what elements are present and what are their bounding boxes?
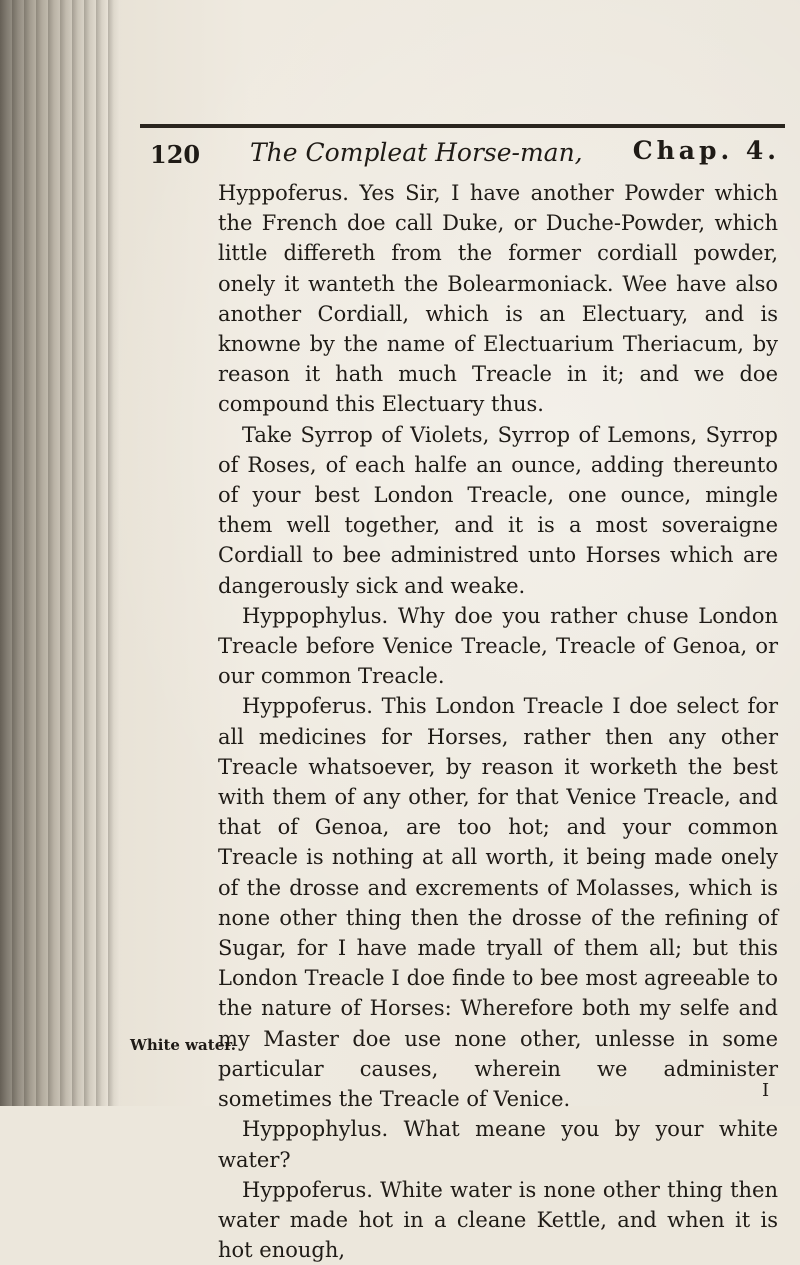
paragraph-5: Hyppophylus. What meane you by your white water?: [218, 1117, 778, 1172]
page-number: 120: [150, 140, 201, 169]
margin-note: White water.: [130, 1036, 236, 1054]
binding-shadow: [0, 0, 120, 1106]
paragraph-1: Hyppoferus. Yes Sir, I have another Powder which the French doe call Duke, or Duche-Powder, which little differeth from the former cordiall powder, onely it wanteth the Bolearmoniack. Wee have also another Cordiall, which is an Electuary, and is knowne by the name of Electuarium Theriacum, by reason it hath much Treacle in it; and we doe compound this Electuary thus.: [218, 181, 778, 417]
paragraph-3: Hyppophylus. Why doe you rather chuse London Treacle before Venice Treacle, Treacle of Genoa, or our common Treacle.: [218, 603, 778, 689]
page-header: [150, 136, 780, 172]
catchword: I: [762, 1080, 770, 1101]
chapter-label: Chap. 4.: [632, 136, 780, 165]
paragraph-2: Take Syrrop of Violets, Syrrop of Lemons, Syrrop of Roses, of each halfe an ounce, adding thereunto of your best London Treacle, one ounce, mingle them well together, and it is a most soveraigne Cordiall to bee administred unto Horses which are dangerously sick and weake.: [218, 422, 778, 598]
body-text: [218, 178, 778, 1265]
paragraph-6: Hyppoferus. White water is none other thing then water made hot in a cleane Kettle, and when it is hot enough,: [218, 1177, 778, 1263]
header-rule: [140, 124, 785, 128]
running-title: The Compleat Horse-man,: [250, 138, 583, 167]
paragraph-4: Hyppoferus. This London Treacle I doe select for all medicines for Horses, rather then any other Treacle whatsoever, by reason it worketh the best with them of any other, for that Venice Treacle, and that of Genoa, are too hot; and your common Treacle is nothing at all worth, it being made onely of the drosse and excrements of Molasses, which is none other thing then the drosse of the refining of Sugar, for I have made tryall of them all; but this London Treacle I doe finde to bee most agreeable to the nature of Horses: Wherefore both my selfe and my Master doe use none other, unlesse in some particular causes, wherein we administer sometimes the Treacle of Venice.: [218, 694, 778, 1112]
